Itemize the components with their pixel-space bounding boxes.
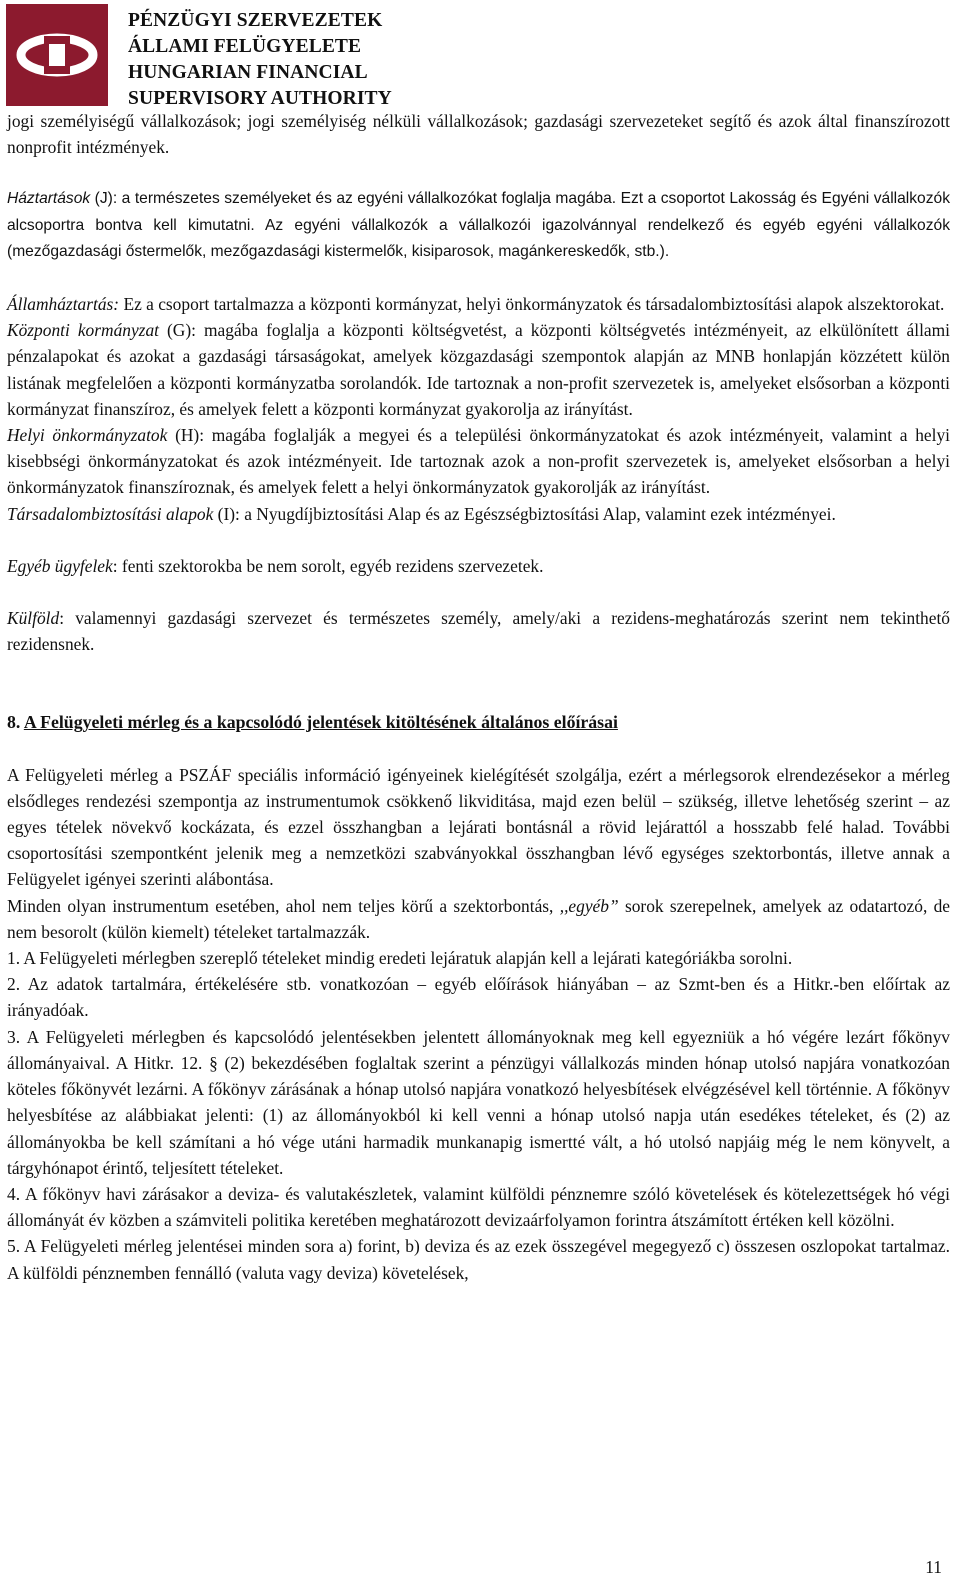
paragraph-text: Ez a csoport tartalmazza a központi kormányzat, helyi önkormányzatok és társadalombiztosítási alapok alszektorokat. xyxy=(119,294,945,315)
list-item-text: 2. Az adatok tartalmára, értékelésére stb. vonatkozóan – egyéb előírások hiányában – az Szmt-ben és a Hitkr.-ben előírtak az irányadóak. xyxy=(7,974,950,1021)
page-number: 11 xyxy=(925,1557,942,1577)
paragraph-other-clients xyxy=(7,553,950,579)
term: Központi kormányzat xyxy=(7,320,159,341)
term: Háztartások xyxy=(7,190,91,208)
term: Külföld xyxy=(7,608,60,629)
org-name-line: ÁLLAMI FELÜGYELETE xyxy=(128,36,362,57)
paragraph-text: : fenti szektorokba be nem sorolt, egyéb rezidens szervezetek. xyxy=(112,555,544,576)
paragraph-text: (I): a Nyugdíjbiztosítási Alap és az Egészségbiztosítási Alap, valamint ezek intézményei. xyxy=(213,503,836,524)
paragraph-central-government xyxy=(7,317,950,422)
paragraph xyxy=(7,762,950,893)
paragraph-social-security xyxy=(7,501,950,527)
section-number: 8. xyxy=(7,712,24,733)
paragraph-text: sorok szerepelnek, amelyek az odatartozó, de nem besorolt (külön kiemelt) tételeket tartalmazzák. xyxy=(7,895,950,942)
paragraph-text: : valamennyi gazdasági szervezet és természetes személy, amely/aki a rezidens-meghatározás szerint nem tekinthető rezidensnek. xyxy=(7,608,950,655)
list-item xyxy=(7,1181,950,1233)
section-title: A Felügyeleti mérleg és a kapcsolódó jelentések kitöltésének általános előírásai xyxy=(23,712,618,733)
paragraph-text: jogi személyiségű vállalkozások; jogi személyiség nélküli vállalkozások; gazdasági szervezeteket segítő és azok által finanszírozott nonprofit intézmények. xyxy=(7,111,950,158)
list-item xyxy=(7,945,950,971)
paragraph xyxy=(7,893,950,945)
section-heading xyxy=(7,709,950,735)
list-item-text: 3. A Felügyeleti mérlegben és kapcsolódó jelentésekben jelentett állományoknak meg kell egyezniük a hó végére lezárt főkönyv állományaival. A Hitkr. 12. § (2) bekezdésében foglaltak szerint a pénzügyi vállalkozás minden hónap utolsó napjára vonatkozóan köteles főkönyvét lezárni. A főkönyv zárásának a hónap utolsó napjára vonatkozó helyesbítések elvégzésével kell történnie. A főkönyv helyesbítése az alábbiakat jelenti: (1) az állományokból ki kell venni a hónap utolsó napja után esedékes tételeket, és (2) az állományokba be kell számítani a hó vége utáni harmadik munkanapig ismertté vált, a hó utolsó napjáig még le nem könyvelt, a tárgyhónapot érintő, teljesített tételeket. xyxy=(7,1026,950,1178)
emphasis: ,,egyéb” xyxy=(559,895,619,916)
paragraph-local-government xyxy=(7,422,950,501)
paragraph-text: (J): a természetes személyeket és az egyéni vállalkozókat foglalja magába. Ezt a csoportot Lakosság és Egyéni vállalkozók alcsoportra bontva kell kimutatni. xyxy=(7,190,950,234)
list-item-text: 1. A Felügyeleti mérlegben szereplő tételeket mindig eredeti lejáratuk alapján kell a lejárati kategóriákba sorolni. xyxy=(7,948,793,969)
term: Társadalombiztosítási alapok xyxy=(7,503,214,524)
document-body xyxy=(7,108,950,1286)
list-item xyxy=(7,1024,950,1181)
organization-name xyxy=(128,8,392,112)
paragraph-text: A Felügyeleti mérleg a PSZÁF speciális információ igényeinek kielégítését szolgálja, ezért a mérlegsorok elrendezésekor a mérleg elsődleges rendezési szempontja az instrumentumok csökkenő likviditása, majd ezen belül – szükség, illetve lehetőség szerint – az egyes tételek növekvő kockázata, és ezzel összhangban a lejárati bontásnál a rövid lejárattól a hosszabb felé halad. További csoportosítási szempontként jelenik meg a nemzetközi szabványokkal összhangban lévő egységes szektorbontás, illetve annak a Felügyelet igényei szerinti alábontása. xyxy=(7,764,950,890)
document-header xyxy=(6,4,426,108)
paragraph-public-sector xyxy=(7,291,950,317)
term: Államháztartás: xyxy=(7,294,120,315)
list-item xyxy=(7,1233,950,1285)
term: Helyi önkormányzatok xyxy=(7,425,168,446)
org-name-line: SUPERVISORY AUTHORITY xyxy=(128,88,392,109)
paragraph xyxy=(7,108,950,160)
org-name-line: PÉNZÜGYI SZERVEZETEK xyxy=(128,10,383,31)
paragraph-text: Minden olyan instrumentum esetében, ahol nem teljes körű a szektorbontás, xyxy=(7,895,560,916)
pszaf-logo-icon xyxy=(6,4,108,106)
list-item-text: 4. A főkönyv havi zárásakor a deviza- és valutakészletek, valamint külföldi pénznemre szóló követelések és kötelezettségek hó végi állományát év közben a számviteli politika keretében meghatározott devizaárfolyamon forintra átszámított értéken kell közölni. xyxy=(7,1183,950,1231)
paragraph-text: (H): magába foglalják a megyei és a települési önkormányzatokat és azok intézményeit, valamint a helyi kisebbségi önkormányzatokat és azok intézményeit. Ide tartoznak azok a non-profit szervezetek is, amelyeket elsősorban a helyi önkormányzatok finanszíroznak, és amelyek felett a helyi önkormányzatok gyakorolják az irányítást. xyxy=(7,425,951,498)
paragraph-foreign xyxy=(7,605,950,657)
term: Egyéb ügyfelek xyxy=(7,555,113,576)
paragraph-households xyxy=(7,186,950,265)
org-name-line: HUNGARIAN FINANCIAL xyxy=(128,62,368,83)
paragraph-text: Az egyéni vállalkozók a vállalkozói igazolvánnyal rendelkező és egyéb egyéni vállalkozók (mezőgazdasági őstermelők, mezőgazdasági kistermelők, kisiparosok, magánkereskedők, stb.). xyxy=(7,216,950,260)
list-item xyxy=(7,971,950,1023)
list-item-text: 5. A Felügyeleti mérleg jelentései minden sora a) forint, b) deviza és az ezek összegével megegyező c) összesen oszlopokat tartalmaz. A külföldi pénznemben fennálló (valuta vagy deviza) követelések, xyxy=(7,1236,950,1283)
paragraph-text: (G): magába foglalja a központi költségvetést, a központi költségvetés intézményeit, az elkülönített állami pénzalapokat és azokat a gazdasági társaságokat, amelyek közgazdasági szempontok alapján az MNB honlapján közzétett külön listának megfelelően a központi kormányzatba sorolandók. Ide tartoznak a non-profit szervezetek is, amelyeket elsősorban a központi kormányzat finanszíroz, és amelyek felett a központi kormányzat gyakorolja az irányítást. xyxy=(7,320,950,419)
